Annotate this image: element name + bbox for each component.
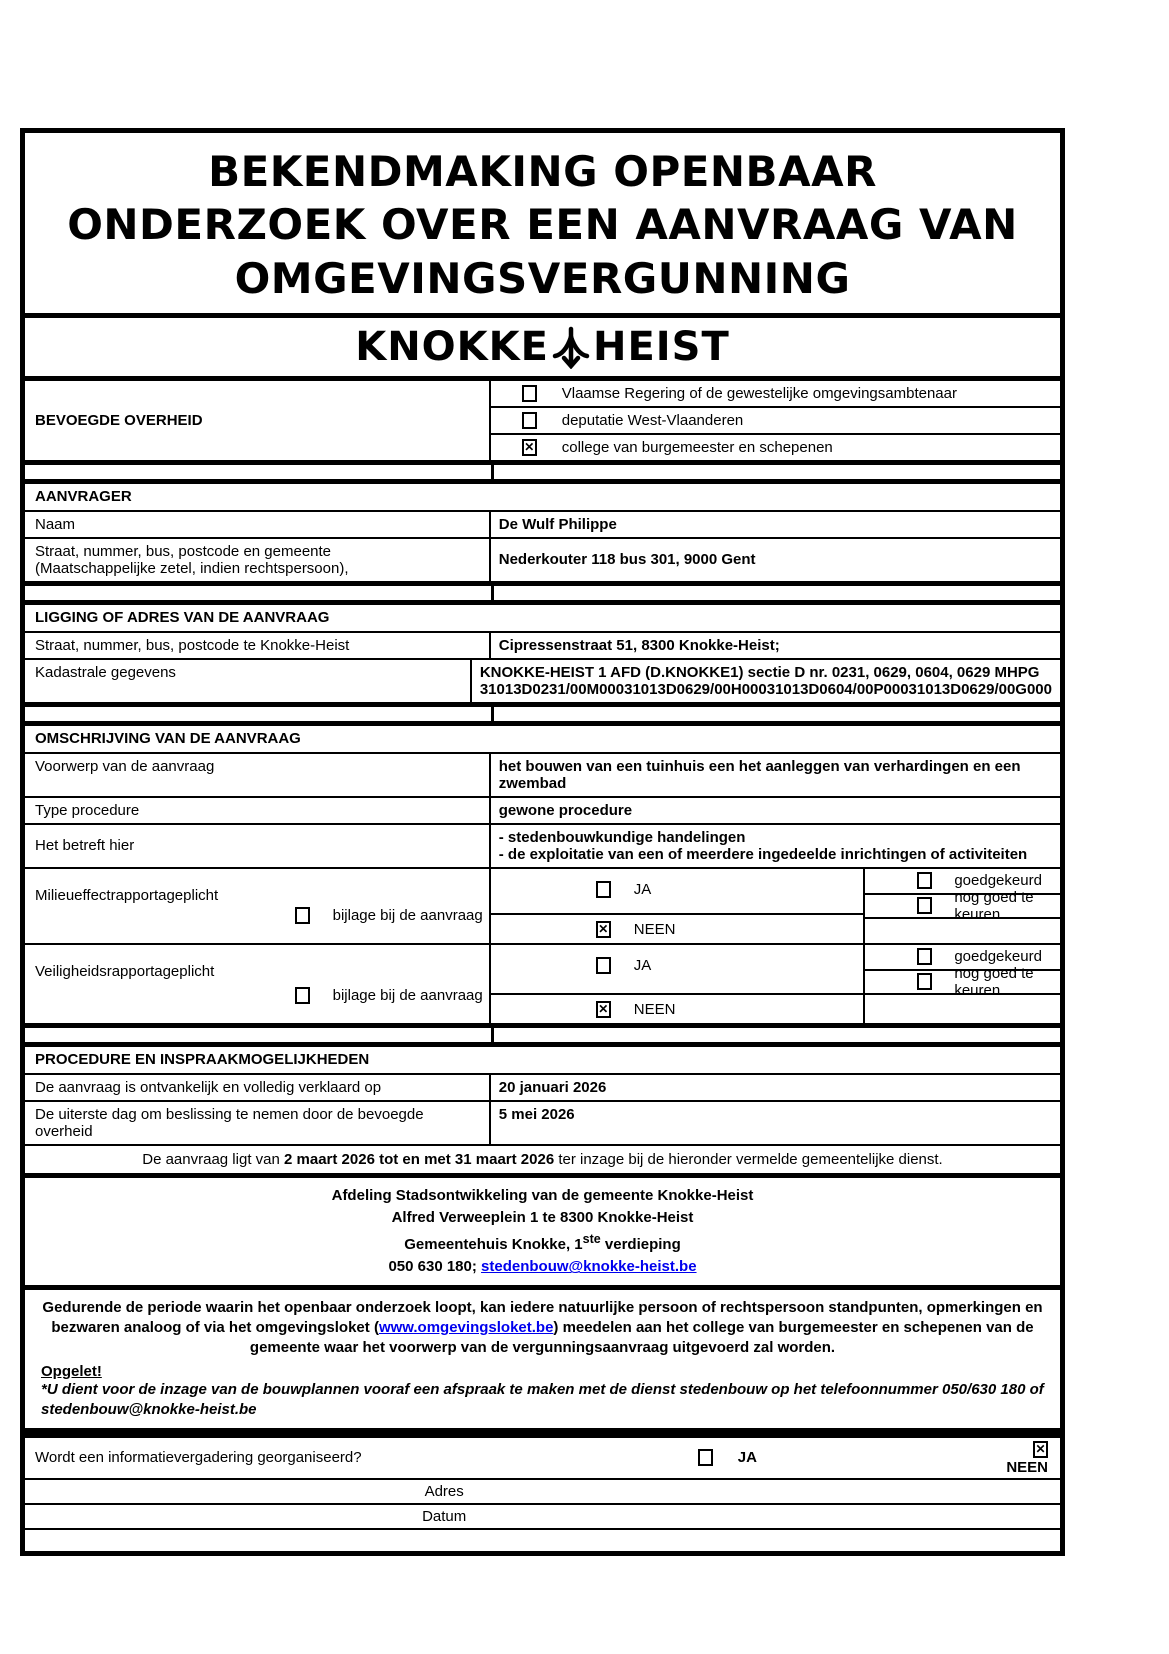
column-divider-tick — [491, 586, 494, 600]
omschrijving-header: OMSCHRIJVING VAN DE AANVRAAG — [25, 726, 1060, 754]
row-value: De Wulf Philippe — [498, 515, 617, 533]
ja-checkbox — [596, 881, 611, 898]
row-value: het bouwen van een tuinhuis een het aanleggen van verhardingen en een zwembad — [498, 757, 1021, 792]
title-line-1: BEKENDMAKING OPENBAAR — [208, 147, 877, 196]
goedgekeurd-label: goedgekeurd — [954, 872, 1042, 890]
empty-area — [25, 1530, 1060, 1551]
row-label — [25, 539, 491, 581]
option-deputatie — [491, 408, 1060, 435]
dienst-address: Alfred Verweeplein 1 te 8300 Knokke-Heist — [391, 1209, 694, 1227]
empty-cell — [865, 995, 1060, 1023]
row-label: Type procedure — [25, 798, 491, 823]
ja-option — [596, 881, 652, 898]
row-label: Milieueffectrapportageplicht — [35, 886, 219, 904]
table-row — [25, 660, 1060, 702]
nog-goed-checkbox — [917, 897, 932, 914]
cplx-left-cell — [25, 945, 491, 1023]
bijlage-checkbox — [295, 907, 310, 924]
aanvrager-header: AANVRAGER — [25, 484, 1060, 512]
gemeentelijke-dienst-block — [25, 1178, 1060, 1285]
option-label: Vlaamse Regering of de gewestelijke omgevingsambtenaar — [561, 384, 957, 402]
row-label-line2: (Maatschappelijke zetel, indien rechtspersoon), — [35, 559, 349, 577]
goedgekeurd-checkbox — [917, 872, 932, 889]
neen-option — [596, 1001, 676, 1018]
section-spacer — [25, 707, 1060, 721]
option-college — [491, 435, 1060, 460]
deputatie-checkbox — [522, 412, 537, 429]
cplx-mid-cell — [491, 945, 864, 1023]
goedgekeurd-checkbox — [917, 948, 932, 965]
title-line-3: OMGEVINGSVERGUNNING — [234, 253, 851, 303]
knokke-heist-emblem-icon — [549, 315, 593, 379]
neen-label: NEEN — [633, 1000, 676, 1018]
row-label: De uiterste dag om beslissing te nemen door de bevoegde overheid — [25, 1102, 491, 1144]
row-milieueffectrapportageplicht — [25, 869, 1060, 945]
dienst-contact — [25, 1256, 1060, 1279]
ja-label: JA — [737, 1449, 757, 1467]
neen-checkbox — [596, 921, 611, 938]
inzage-period: 2 maart 2026 tot en met 31 maart 2026 — [284, 1150, 555, 1168]
bijlage-checkbox — [295, 987, 310, 1004]
option-label: college van burgemeester en schepenen — [561, 438, 833, 456]
public-notice-document — [20, 128, 1065, 1556]
informatievergadering-row — [25, 1438, 1060, 1480]
cplx-left-cell — [25, 869, 491, 943]
row-value: 5 mei 2026 — [498, 1105, 575, 1123]
table-row — [25, 798, 1060, 825]
dienst-floor: Gemeentehuis Knokke, 1ste verdieping — [404, 1231, 681, 1253]
option-vlaamse-regering — [491, 381, 1060, 408]
nog-goed-te-keuren-option — [865, 888, 1060, 923]
bevoegde-overheid-options — [491, 381, 1060, 460]
table-row — [25, 1102, 1060, 1146]
option-label: deputatie West-Vlaanderen — [561, 411, 744, 429]
omgevingsloket-link[interactable]: www.omgevingsloket.be — [378, 1319, 554, 1337]
nog-goed-checkbox — [917, 973, 932, 990]
section-spacer — [25, 1028, 1060, 1042]
afspraak-note — [41, 1380, 1044, 1421]
divider — [25, 1428, 1060, 1438]
kadaster-line2: 31013D0231/00M00031013D0629/00H00031013D0604/00P00031013D0629/00G000 — [479, 680, 1052, 698]
neen-checkbox — [1033, 1441, 1048, 1458]
ordinal-suffix: ste — [582, 1231, 601, 1246]
datum-label: Datum — [422, 1508, 467, 1526]
title-line-2: ONDERZOEK OVER EEN AANVRAAG VAN — [67, 200, 1018, 250]
column-divider-tick — [491, 707, 494, 721]
nog-goed-te-keuren-option — [865, 964, 1060, 999]
row-label: Kadastrale gegevens — [25, 660, 472, 702]
ligging-header: LIGGING OF ADRES VAN DE AANVRAAG — [25, 605, 1060, 633]
ja-checkbox — [596, 957, 611, 974]
section-omschrijving — [25, 726, 1060, 1023]
section-bevoegde-overheid — [25, 381, 1060, 460]
inzage-period-line — [25, 1146, 1060, 1173]
row-label: Veiligheidsrapportageplicht — [35, 962, 215, 980]
kadaster-line1: KNOKKE-HEIST 1 AFD (D.KNOKKE1) sectie D nr. 0231, 0629, 0604, 0629 MHPG — [479, 663, 1040, 681]
cplx-right-cell — [863, 945, 1060, 1023]
afspraak-line2: stedenbouw@knokke-heist.be — [41, 1400, 257, 1418]
nog-goed-label: nog goed te keuren — [954, 888, 1034, 923]
ja-label: JA — [633, 956, 652, 974]
inzage-prefix: De aanvraag ligt van — [142, 1150, 285, 1168]
procedure-header: PROCEDURE EN INSPRAAKMOGELIJKHEDEN — [25, 1047, 1060, 1075]
section-procedure — [25, 1047, 1060, 1173]
section-aanvrager — [25, 484, 1060, 581]
section-spacer — [25, 465, 1060, 479]
cplx-right-cell — [863, 869, 1060, 943]
ja-checkbox — [698, 1449, 713, 1466]
dienst-name: Afdeling Stadsontwikkeling van de gemeente Knokke-Heist — [331, 1186, 754, 1204]
college-checkbox — [522, 439, 537, 456]
betreft-line1: - stedenbouwkundige handelingen — [498, 828, 746, 846]
row-value: 20 januari 2026 — [498, 1078, 607, 1096]
datum-row — [25, 1505, 1060, 1530]
opgelet-label: Opgelet! — [41, 1362, 102, 1380]
neen-option — [596, 921, 676, 938]
row-value: Nederkouter 118 bus 301, 9000 Gent — [498, 551, 756, 569]
bijlage-label: bijlage bij de aanvraag — [332, 986, 483, 1004]
adres-row — [25, 1480, 1060, 1505]
neen-checkbox — [596, 1001, 611, 1018]
bezwaar-paragraph: Gedurende de periode waarin het openbaar onderzoek loopt, kan iedere natuurlijke persoon of rechtspersoon standpunten, opmerkingen en bezwaren analoog of via het omgevingsloket (www.omgevingsloket.be) meedelen aan het college van burgemeester en schepenen van de gemeente waar het voorwerp van de vergunningsaanvraag uitgevoerd zal worden. — [42, 1298, 1043, 1357]
logo-text-right: HEIST — [593, 323, 730, 370]
document-title — [25, 133, 1060, 313]
inzage-suffix: ter inzage bij de hieronder vermelde gemeentelijke dienst. — [554, 1150, 943, 1168]
logo-text-left: KNOKKE — [355, 323, 549, 370]
nog-goed-label: nog goed te keuren — [954, 964, 1034, 999]
ja-option — [596, 957, 652, 974]
bezwaar-block — [25, 1290, 1060, 1428]
bevoegde-overheid-label: BEVOEGDE OVERHEID — [25, 381, 491, 460]
bijlage-label: bijlage bij de aanvraag — [332, 906, 483, 924]
goedgekeurd-label: goedgekeurd — [954, 948, 1042, 966]
neen-option — [1006, 1441, 1048, 1476]
row-label: Voorwerp van de aanvraag — [25, 754, 491, 796]
row-label: De aanvraag is ontvankelijk en volledig verklaard op — [25, 1075, 491, 1100]
bijlage-option — [295, 907, 483, 924]
phone-number: 050 630 180; — [388, 1258, 482, 1276]
ja-neen-divider — [491, 993, 864, 995]
table-row — [25, 825, 1060, 869]
bijlage-option — [295, 987, 483, 1004]
vlaamse-regering-checkbox — [522, 385, 537, 402]
table-row — [25, 633, 1060, 660]
row-label-line1: Straat, nummer, bus, postcode en gemeente — [35, 542, 332, 560]
row-value: Cipressenstraat 51, 8300 Knokke-Heist; — [498, 636, 780, 654]
table-row — [25, 1075, 1060, 1102]
stedenbouw-email-link[interactable]: stedenbouw@knokke-heist.be — [481, 1258, 697, 1276]
row-label: Straat, nummer, bus, postcode te Knokke-Heist — [25, 633, 491, 658]
row-veiligheidsrapportageplicht — [25, 945, 1060, 1023]
table-row — [25, 539, 1060, 581]
municipality-logo — [25, 318, 1060, 376]
row-label: Naam — [25, 512, 491, 537]
betreft-line2: - de exploitatie van een of meerdere ingedeelde inrichtingen of activiteiten — [498, 845, 1028, 863]
table-row — [25, 512, 1060, 539]
column-divider-tick — [491, 465, 494, 479]
section-ligging — [25, 605, 1060, 702]
section-spacer — [25, 586, 1060, 600]
informatievergadering-question: Wordt een informatievergadering georganiseerd? — [35, 1449, 362, 1467]
cplx-mid-cell — [491, 869, 864, 943]
row-value: gewone procedure — [498, 801, 633, 819]
table-row — [25, 754, 1060, 798]
empty-cell — [865, 919, 1060, 943]
adres-label: Adres — [424, 1483, 464, 1501]
neen-label: NEEN — [633, 920, 676, 938]
ja-label: JA — [633, 880, 652, 898]
column-divider-tick — [491, 1028, 494, 1042]
ja-option — [698, 1449, 757, 1466]
ja-neen-divider — [491, 913, 864, 915]
neen-label: NEEN — [1006, 1459, 1048, 1477]
row-value — [472, 660, 1060, 702]
afspraak-line1: *U dient voor de inzage van de bouwplannen vooraf een afspraak te maken met de dienst stedenbouw op het telefoonnummer 050/630 180 of — [41, 1380, 1044, 1398]
row-value — [491, 825, 1060, 867]
row-label: Het betreft hier — [25, 825, 491, 867]
